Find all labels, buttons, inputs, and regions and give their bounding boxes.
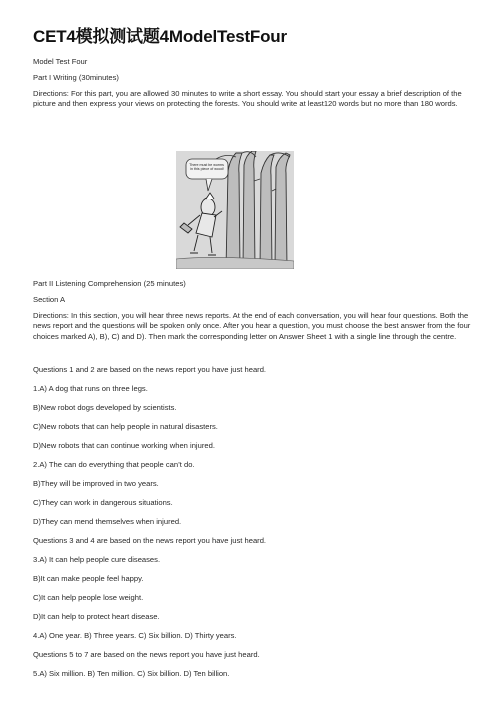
model-test-label: Model Test Four	[33, 57, 88, 66]
question-line: D)It can help to protect heart disease.	[33, 612, 160, 621]
question-line: D)They can mend themselves when injured.	[33, 517, 182, 526]
question-line: 5.A) Six million. B) Ten million. C) Six billion. D) Ten billion.	[33, 669, 230, 678]
question-line: Questions 5 to 7 are based on the news report you have just heard.	[33, 650, 260, 659]
question-line: C)They can work in dangerous situations.	[33, 498, 173, 507]
page-title: CET4模拟测试题4ModelTestFour	[33, 27, 287, 46]
section-a-label: Section A	[33, 295, 66, 304]
question-line: 2.A) The can do everything that people can’t do.	[33, 460, 195, 469]
cartoon-illustration	[176, 151, 294, 269]
question-line: 3.A) It can help people cure diseases.	[33, 555, 161, 564]
svg-text:There must be worms in t: There must be worms in this piece of wood!	[189, 163, 224, 172]
question-line: C)New robots that can help people in natural disasters.	[33, 422, 218, 431]
part1-directions: Directions: For this part, you are allowed 30 minutes to write a short essay. You should start your essay a brief description of the picture and then express your views on protecting the forests. You should write at least120 words but no more than 180 words.	[33, 89, 462, 109]
question-line: B)It can make people feel happy.	[33, 574, 144, 583]
question-line: C)It can help people lose weight.	[33, 593, 144, 602]
question-line: Questions 3 and 4 are based on the news report you have just heard.	[33, 536, 267, 545]
question-line: B)They will be improved in two years.	[33, 479, 159, 488]
question-line: 1.A) A dog that runs on three legs.	[33, 384, 148, 393]
question-line: B)New robot dogs developed by scientists.	[33, 403, 177, 412]
question-line: Questions 1 and 2 are based on the news report you have just heard.	[33, 365, 267, 374]
part2-directions: Directions: In this section, you will hear three news reports. At the end of each conversation, you will hear four questions. Both the news report and the questions will be spoken only once. After you hear a question, you must choose the best answer from the four choices marked A), B), C) and D). Then mark the corresponding letter on Answer Sheet 1 with a single line through the centre.	[33, 311, 471, 341]
part2-heading: Part II Listening Comprehension (25 minutes)	[33, 279, 186, 288]
question-line: D)New robots that can continue working when injured.	[33, 441, 215, 450]
part1-heading: Part I Writing (30minutes)	[33, 73, 119, 82]
question-line: 4.A) One year. B) Three years. C) Six billion. D) Thirty years.	[33, 631, 237, 640]
